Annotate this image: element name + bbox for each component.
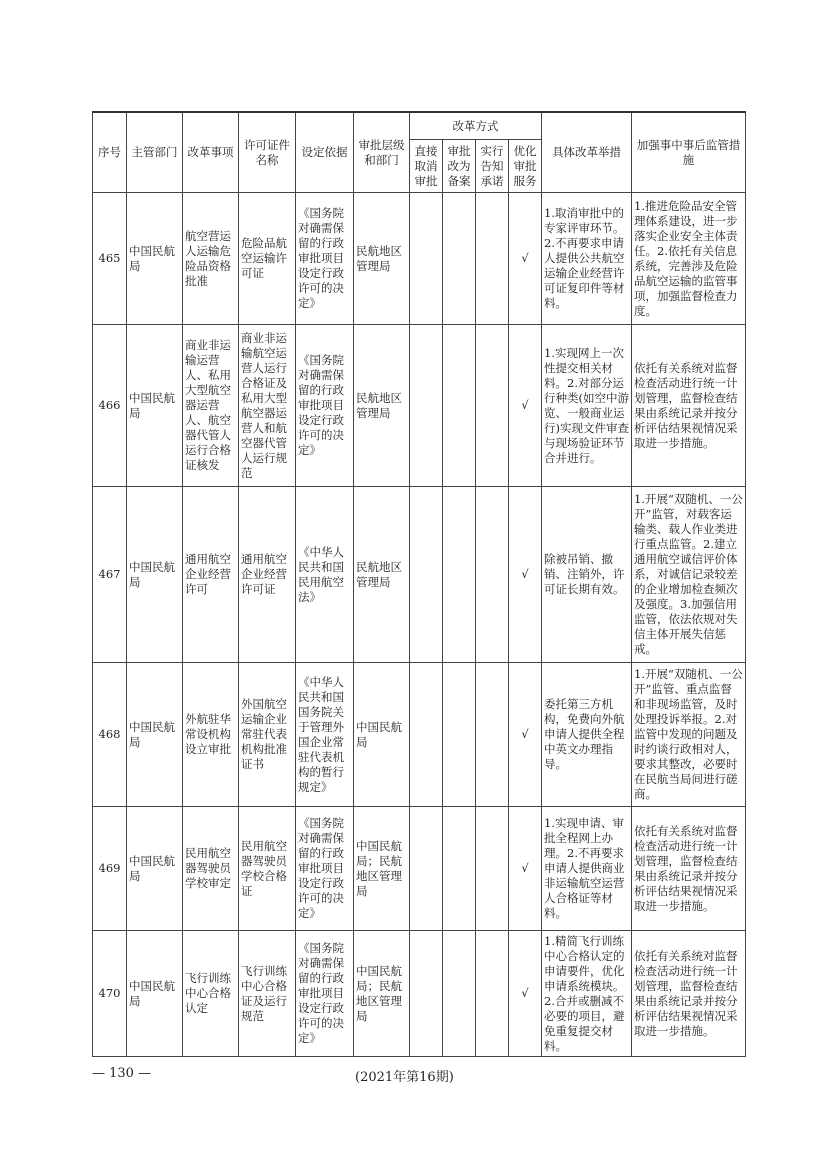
- header-reform-group: 改革方式: [410, 112, 542, 140]
- row-dept: 中国民航局: [127, 325, 183, 487]
- row-supervision: 1.开展“双随机、一公开”监管，对载客运输类、载人作业类进行重点监管。2.建立通用航空诚信评价体系，对诚信记录较差的企业增加检查频次及强度。3.加强信用监管，依法依规对失信主体开展失信惩戒。: [632, 487, 746, 663]
- row-basis: 《国务院对确需保留的行政审批项目设定行政许可的决定》: [296, 931, 354, 1057]
- row-license: 外国航空运输企业常驻代表机构批准证书: [239, 663, 296, 807]
- row-supervision: 1.推进危险品安全管理体系建设，进一步落实企业安全主体责任。2.依托有关信息系统，完善涉及危险品航空运输的监管事项，加强监督检查力度。: [632, 193, 746, 325]
- row-item: 商业非运输运营人、私用大型航空器运营人、航空器代管人运行合格证核发: [183, 325, 239, 487]
- row-cancel: [410, 807, 443, 931]
- row-optimize-check: √: [509, 487, 542, 663]
- row-no: 466: [93, 325, 127, 487]
- header-license: 许可证件名称: [239, 112, 296, 193]
- row-level: 中国民航局；民航地区管理局: [354, 807, 410, 931]
- row-license: 危险品航空运输许可证: [239, 193, 296, 325]
- row-cancel: [410, 487, 443, 663]
- header-optimize: 优化审批服务: [509, 140, 542, 193]
- row-optimize-check: √: [509, 807, 542, 931]
- table-row: [93, 487, 746, 663]
- row-basis: 《国务院对确需保留的行政审批项目设定行政许可的决定》: [296, 807, 354, 931]
- row-supervision: 依托有关系统对监督检查活动进行统一计划管理，监督检查结果由系统记录并按分析评估结果视情况采取进一步措施。: [632, 807, 746, 931]
- row-cancel: [410, 193, 443, 325]
- row-item: 航空营运人运输危险品资格批准: [183, 193, 239, 325]
- row-cancel: [410, 663, 443, 807]
- row-level: 中国民航局: [354, 663, 410, 807]
- row-no: 467: [93, 487, 127, 663]
- row-cancel: [410, 325, 443, 487]
- row-supervision: 依托有关系统对监督检查活动进行统一计划管理，监督检查结果由系统记录并按分析评估结果视情况采取进一步措施。: [632, 931, 746, 1057]
- row-basis: 《中华人民共和国民用航空法》: [296, 487, 354, 663]
- row-filing: [443, 807, 476, 931]
- reform-table: [92, 111, 746, 1057]
- header-supervision: 加强事中事后监管措施: [632, 112, 746, 193]
- row-no: 468: [93, 663, 127, 807]
- row-filing: [443, 325, 476, 487]
- row-level: 民航地区管理局: [354, 325, 410, 487]
- row-no: 470: [93, 931, 127, 1057]
- row-supervision: 1.开展“双随机、一公开”监管、重点监督和非现场监管，及时处理投诉举报。2.对监管中发现的问题及时约谈行政相对人，要求其整改，必要时在民航当局间进行磋商。: [632, 663, 746, 807]
- row-dept: 中国民航局: [127, 487, 183, 663]
- row-basis: 《中华人民共和国国务院关于管理外国企业常驻代表机构的暂行规定》: [296, 663, 354, 807]
- row-filing: [443, 931, 476, 1057]
- row-license: 飞行训练中心合格证及运行规范: [239, 931, 296, 1057]
- row-no: 465: [93, 193, 127, 325]
- row-filing: [443, 487, 476, 663]
- row-basis: 《国务院对确需保留的行政审批项目设定行政许可的决定》: [296, 325, 354, 487]
- row-filing: [443, 193, 476, 325]
- row-license: 商业非运输航空运营人运行合格证及私用大型航空器运营人和航空器代管人运行规范: [239, 325, 296, 487]
- row-notify: [476, 193, 509, 325]
- header-basis: 设定依据: [296, 112, 354, 193]
- table-row: [93, 807, 746, 931]
- row-measures: 除被吊销、撤销、注销外，许可证长期有效。: [542, 487, 632, 663]
- header-notify: 实行告知承诺: [476, 140, 509, 193]
- row-no: 469: [93, 807, 127, 931]
- issue-label: (2021年第16期): [355, 1070, 454, 1085]
- row-license: 民用航空器驾驶员学校合格证: [239, 807, 296, 931]
- row-item: 通用航空企业经营许可: [183, 487, 239, 663]
- row-notify: [476, 931, 509, 1057]
- row-level: 民航地区管理局: [354, 487, 410, 663]
- row-measures: 1.精简飞行训练中心合格认定的申请要件，优化申请系统模块。2.合并或删减不必要的项目，避免重复提交材料。: [542, 931, 632, 1057]
- row-measures: 1.取消审批中的专家评审环节。2.不再要求申请人提供公共航空运输企业经营许可证复印件等材料。: [542, 193, 632, 325]
- row-item: 民用航空器驾驶员学校审定: [183, 807, 239, 931]
- row-notify: [476, 807, 509, 931]
- row-dept: 中国民航局: [127, 931, 183, 1057]
- row-optimize-check: √: [509, 193, 542, 325]
- row-optimize-check: √: [509, 663, 542, 807]
- row-supervision: 依托有关系统对监督检查活动进行统一计划管理，监督检查结果由系统记录并按分析评估结果视情况采取进一步措施。: [632, 325, 746, 487]
- header-item: 改革事项: [183, 112, 239, 193]
- header-dept: 主管部门: [127, 112, 183, 193]
- row-dept: 中国民航局: [127, 807, 183, 931]
- row-filing: [443, 663, 476, 807]
- row-optimize-check: √: [509, 931, 542, 1057]
- header-measures: 具体改革举措: [542, 112, 632, 193]
- table-row: [93, 663, 746, 807]
- row-basis: 《国务院对确需保留的行政审批项目设定行政许可的决定》: [296, 193, 354, 325]
- header-filing: 审批改为备案: [443, 140, 476, 193]
- row-optimize-check: √: [509, 325, 542, 487]
- table-row: [93, 931, 746, 1057]
- table-row: [93, 325, 746, 487]
- row-item: 飞行训练中心合格认定: [183, 931, 239, 1057]
- row-notify: [476, 487, 509, 663]
- row-level: 中国民航局；民航地区管理局: [354, 931, 410, 1057]
- row-license: 通用航空企业经营许可证: [239, 487, 296, 663]
- page-number: — 130 —: [92, 1066, 152, 1081]
- row-measures: 1.实现网上一次性提交相关材料。2.对部分运行种类(如空中游览、一般商业运行)实现文件审查与现场验证环节合并进行。: [542, 325, 632, 487]
- row-item: 外航驻华常设机构设立审批: [183, 663, 239, 807]
- row-level: 民航地区管理局: [354, 193, 410, 325]
- row-measures: 委托第三方机构，免费向外航申请人提供全程中英文办理指导。: [542, 663, 632, 807]
- row-notify: [476, 325, 509, 487]
- row-dept: 中国民航局: [127, 663, 183, 807]
- row-measures: 1.实现申请、审批全程网上办理。2.不再要求申请人提供商业非运输航空运营人合格证等材料。: [542, 807, 632, 931]
- table-row: [93, 193, 746, 325]
- row-cancel: [410, 931, 443, 1057]
- header-level: 审批层级和部门: [354, 112, 410, 193]
- header-no: 序号: [93, 112, 127, 193]
- row-dept: 中国民航局: [127, 193, 183, 325]
- row-notify: [476, 663, 509, 807]
- header-cancel: 直接取消审批: [410, 140, 443, 193]
